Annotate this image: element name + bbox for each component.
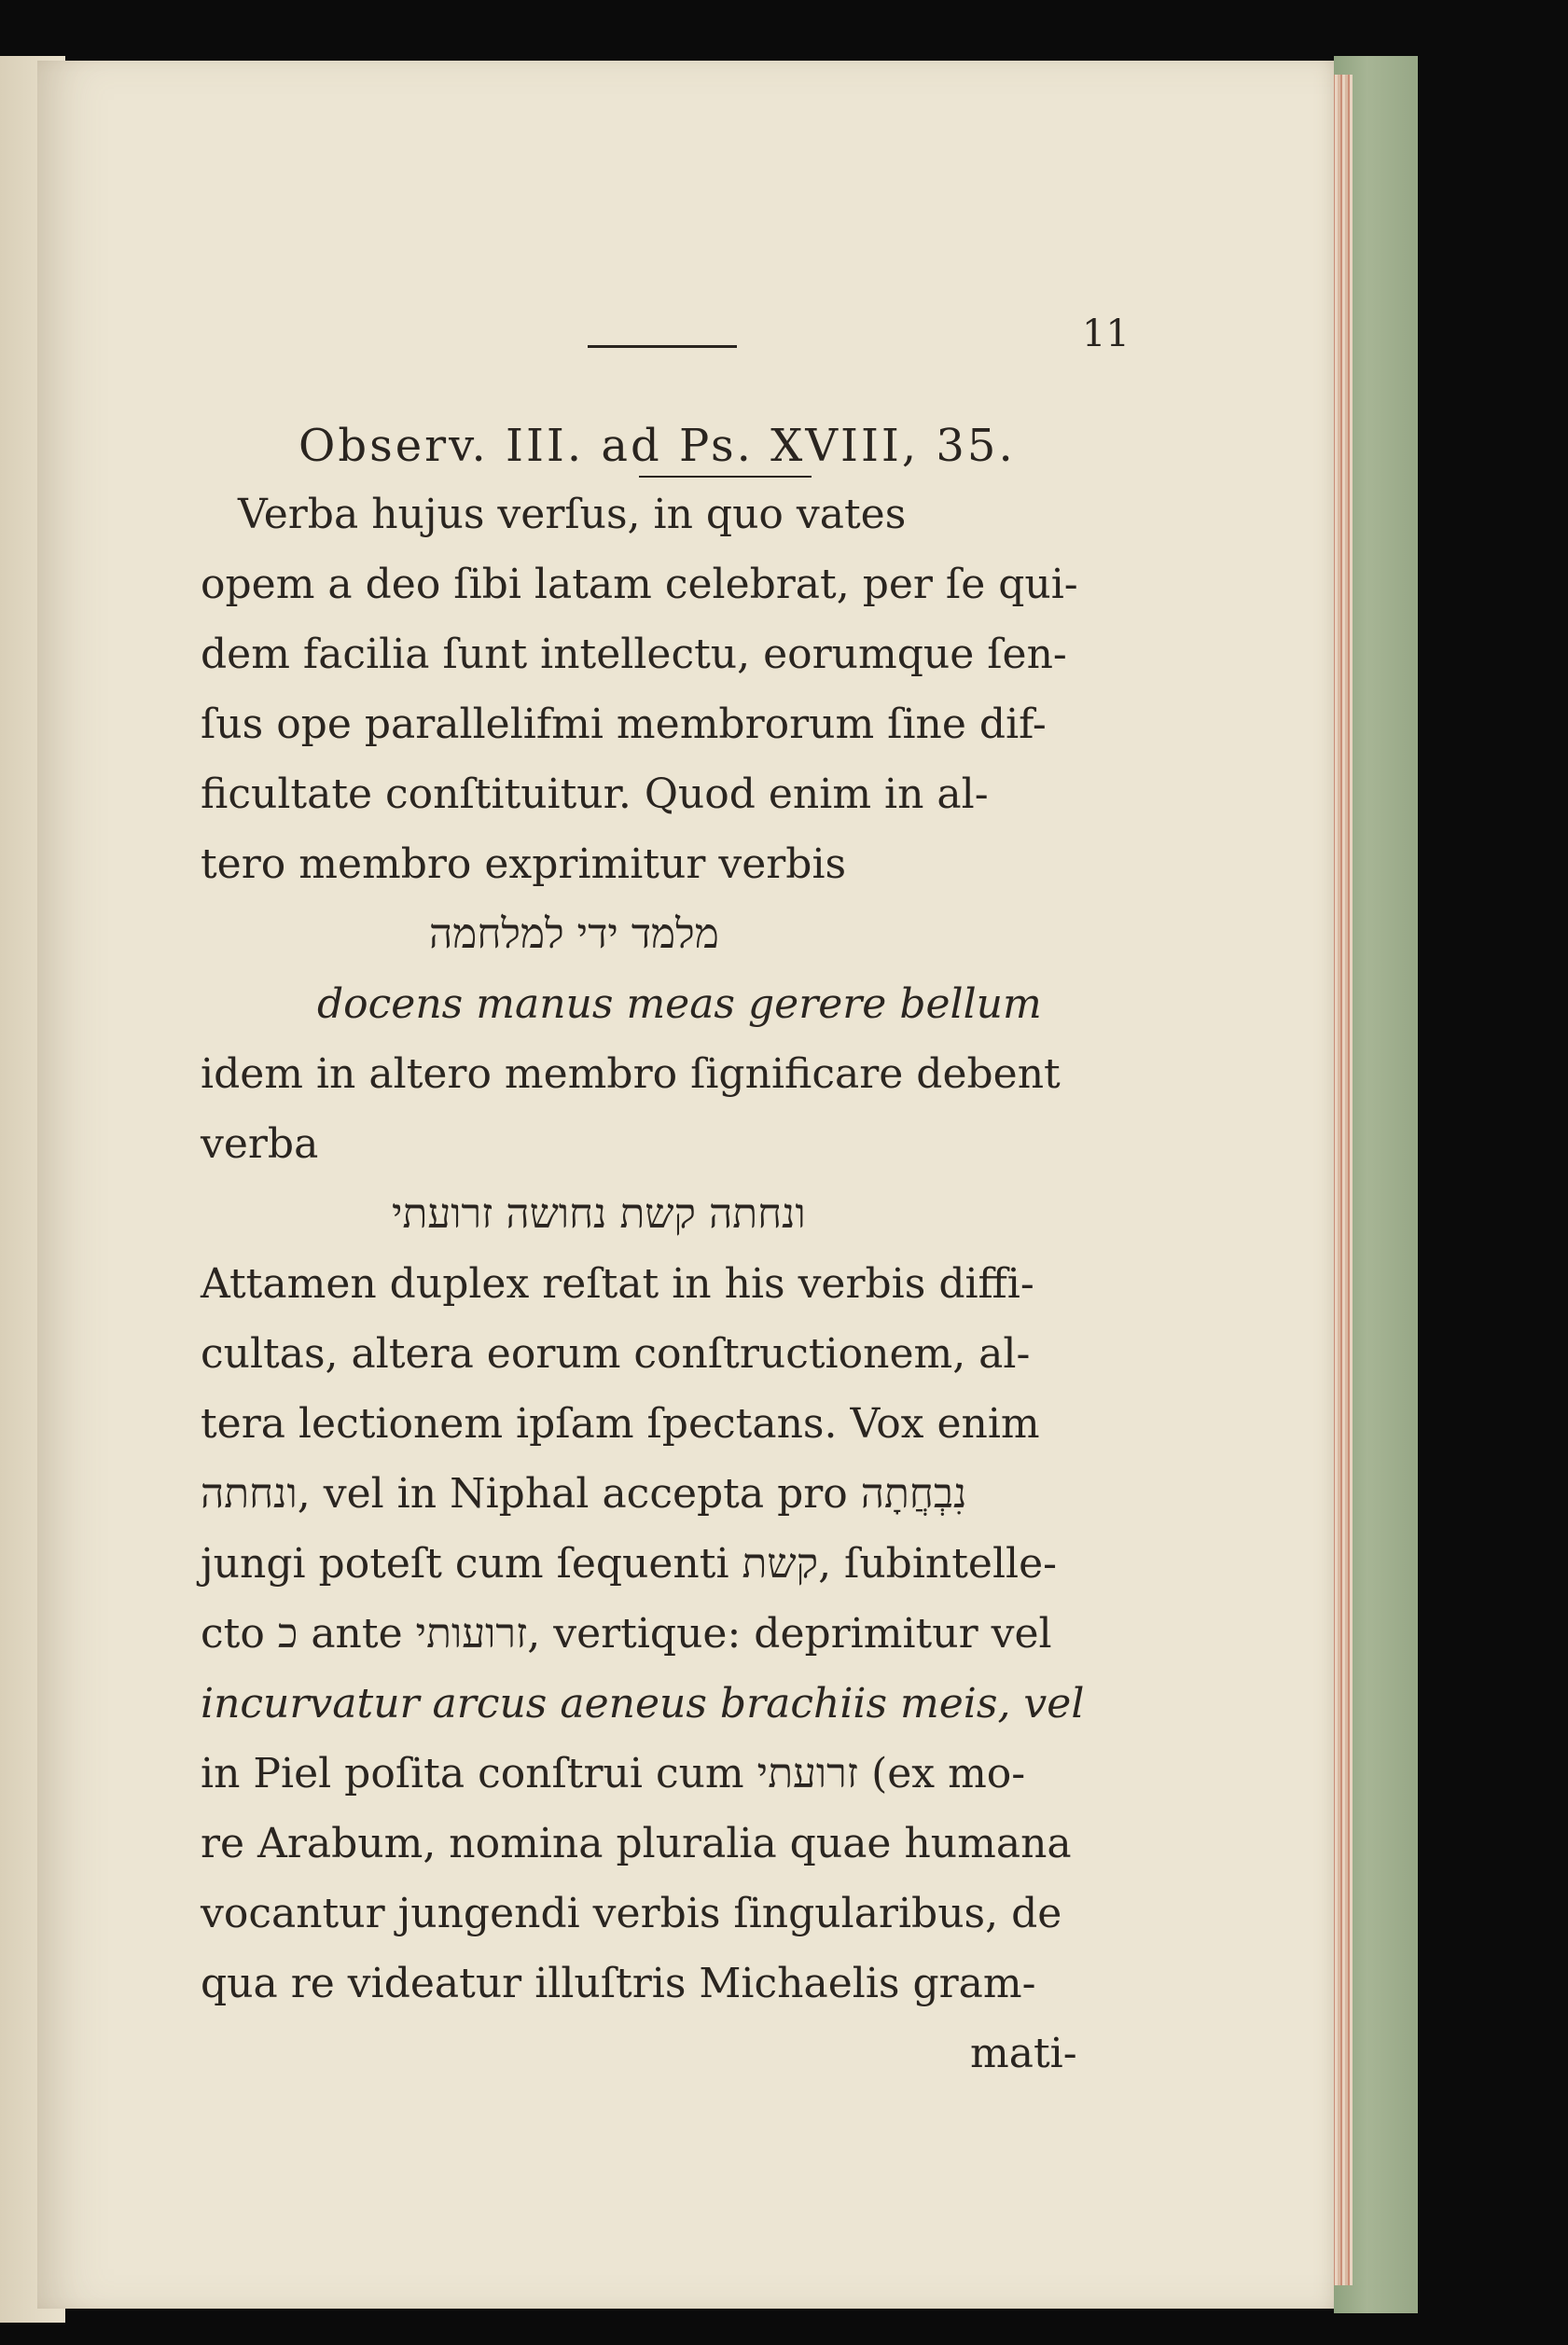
heading-underline — [639, 476, 812, 478]
text-line: tero membro exprimitur verbis — [201, 840, 847, 888]
header-rule — [588, 345, 737, 348]
page-number: 11 — [1082, 312, 1130, 355]
text-line: ונחתה, vel in Niphal accepta pro נִבְחֲתָה — [201, 1470, 967, 1518]
text-line: cultas, altera eorum conſtructionem, al- — [201, 1330, 1031, 1378]
text-line: qua re videatur illuſtris Michaelis gram- — [201, 1960, 1036, 2007]
text-line: verba — [201, 1120, 319, 1168]
text-line: cto כ ante זרועותי, vertique: deprimitur vel — [201, 1610, 1052, 1658]
text-line: opem a deo ſibi latam celebrat, per ſe qui- — [201, 561, 1078, 608]
text-line: re Arabum, nomina pluralia quae humana — [201, 1820, 1072, 1867]
text-line: vocantur jungendi verbis ſingularibus, de — [201, 1890, 1062, 1937]
text-line: ficultate conſtituitur. Quod enim in al- — [201, 770, 989, 818]
text-line: idem in altero membro ſignificare debent — [201, 1050, 1061, 1098]
italic-line: incurvatur arcus aeneus brachiis meis, vel — [201, 1680, 1085, 1728]
text-line: Attamen duplex reſtat in his verbis diffi- — [201, 1260, 1034, 1308]
text-line: in Piel poſita conſtrui cum זרועתי (ex mo- — [201, 1750, 1026, 1797]
catchword: mati- — [970, 2030, 1077, 2077]
hebrew-line: ונחתה קשת נחושה זרועתי — [392, 1190, 806, 1238]
italic-line: docens manus meas gerere bellum — [317, 980, 1042, 1028]
section-heading: Observ. III. ad Ps. XVIII, 35. — [298, 420, 1016, 472]
text-line: tera lectionem ipſam ſpectans. Vox enim — [201, 1400, 1040, 1448]
text-line: Verba hujus verſus, in quo vates — [238, 491, 907, 538]
text-line: jungi poteſt cum ſequenti קשת, ſubintelle- — [201, 1540, 1058, 1588]
text-line: dem facilia ſunt intellectu, eorumque ſen- — [201, 631, 1067, 678]
hebrew-line: מלמד ידי למלחמה — [429, 910, 719, 958]
book-page — [37, 61, 1334, 2309]
text-line: ſus ope parallelifmi membrorum ſine dif- — [201, 701, 1047, 748]
